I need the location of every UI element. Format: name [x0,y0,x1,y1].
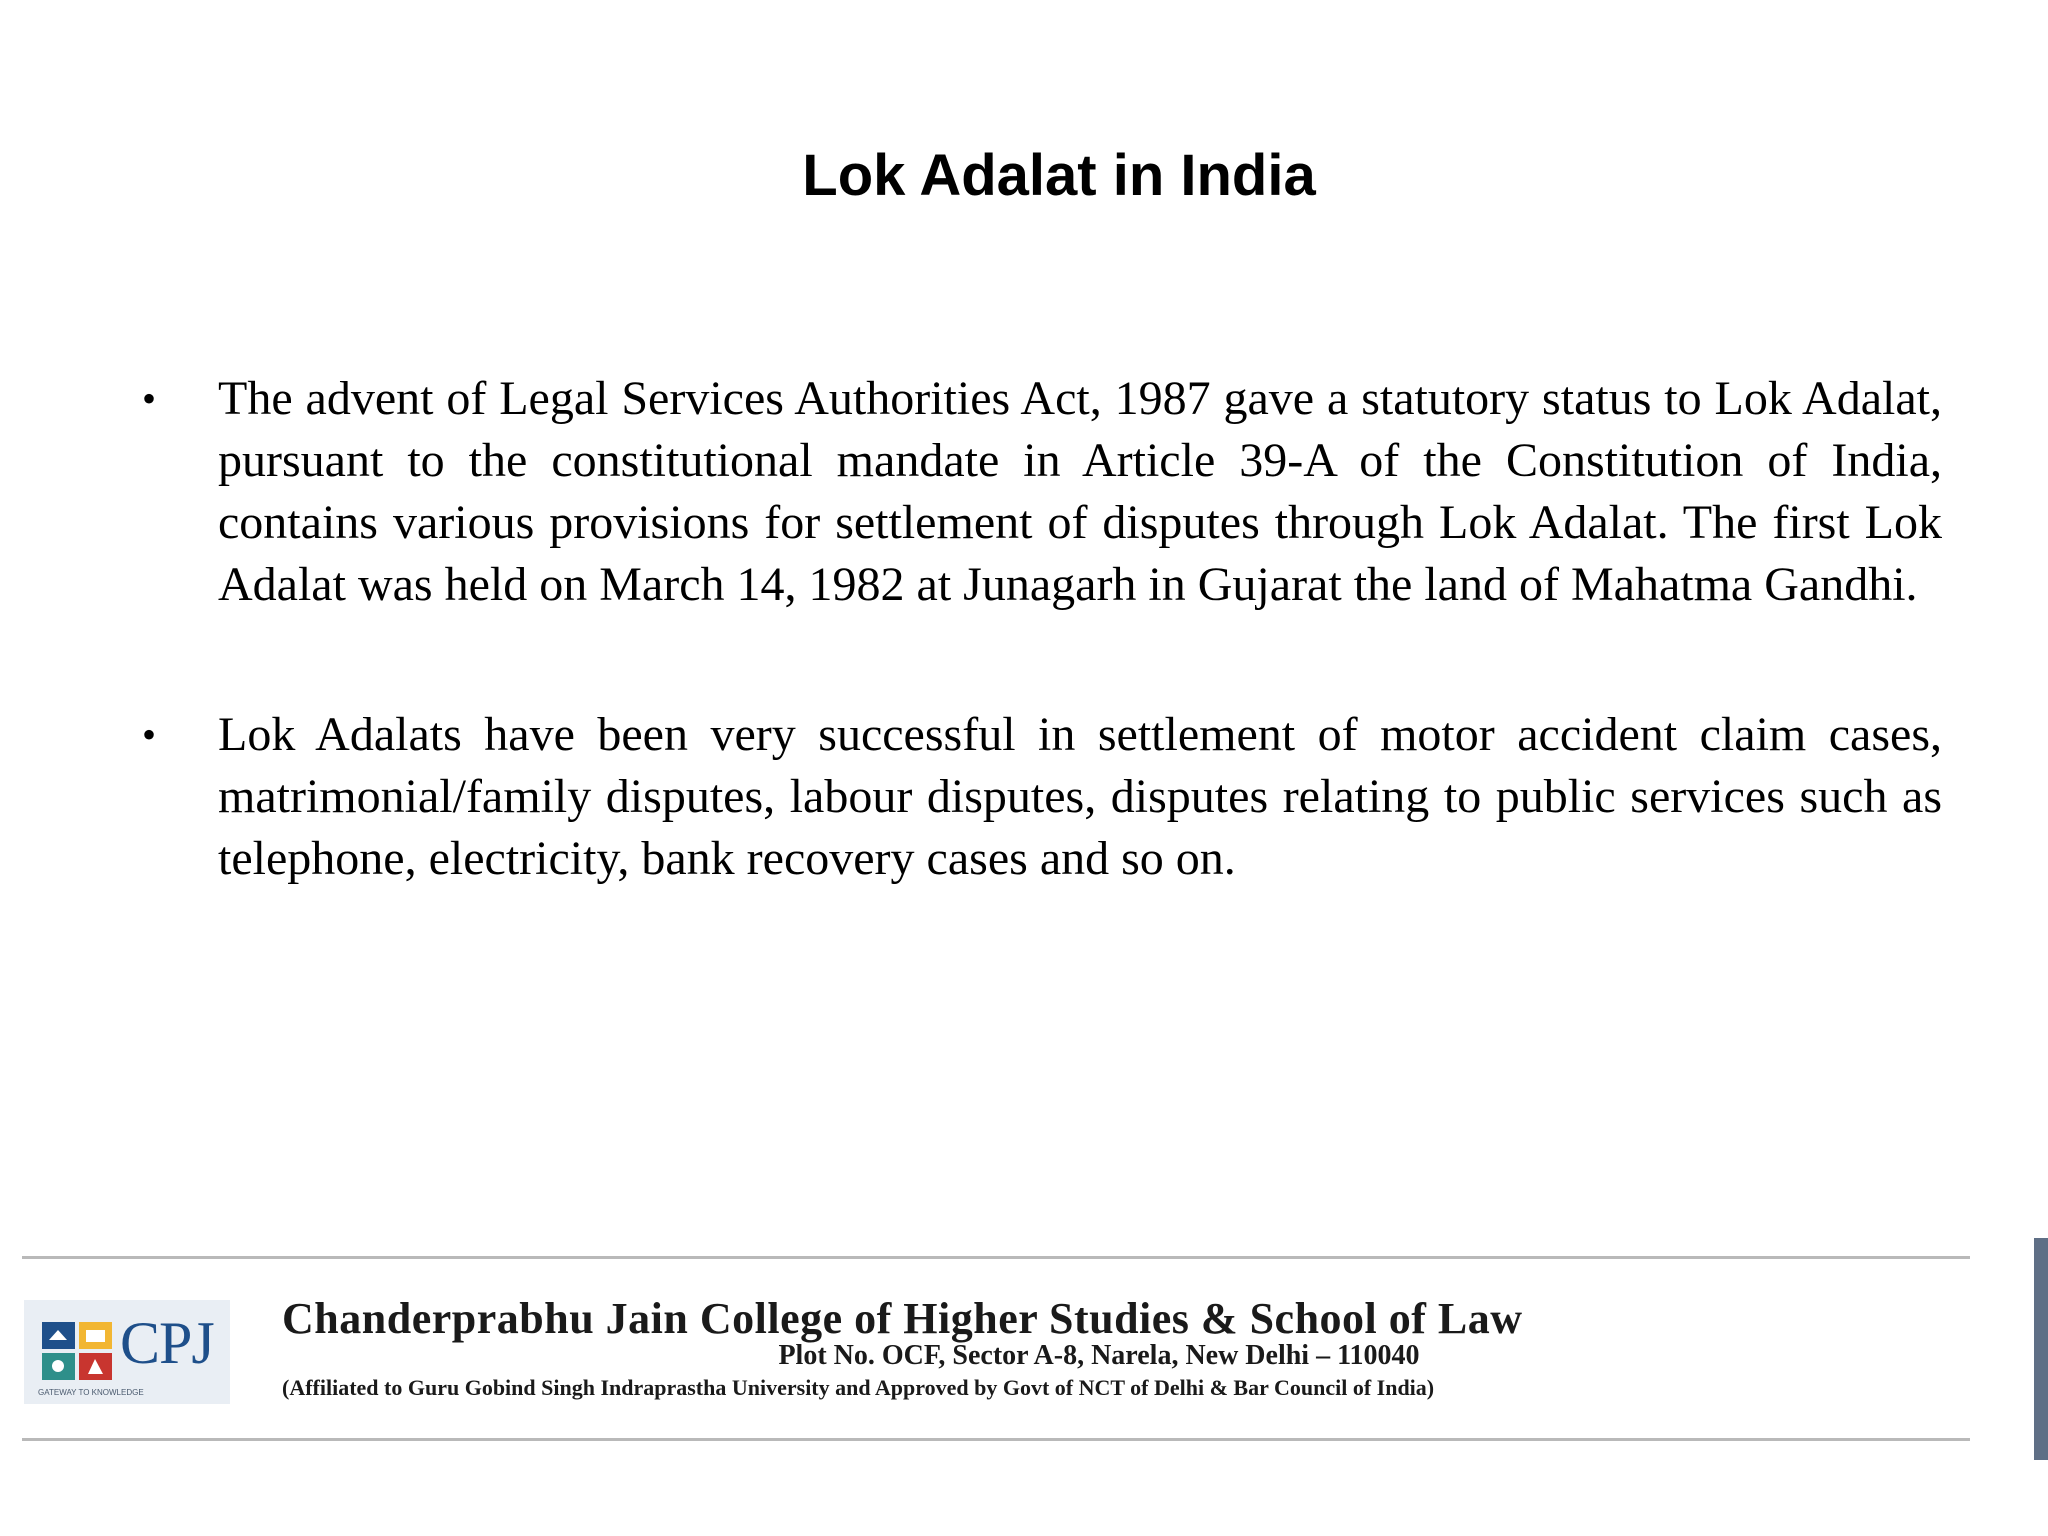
slide-title: Lok Adalat in India [802,143,1316,208]
college-crest-icon [40,1318,114,1384]
bullet-text: The advent of Legal Services Authorities Act, 1987 gave a statutory status to Lok Adalat, pursuant to the constitutional mandate in Article 39-A of the Constitution of India, contains various provisions for settlement of disputes through Lok Adalat. The first Lok Adalat was held on March 14, 1982 at Junagarh in Gujarat the land of Mahatma Gandhi. [218,372,1942,611]
bullet-item [134,704,1942,890]
college-logo [24,1300,230,1404]
college-name: Chanderprabhu Jain College of Higher Studies & School of Law [282,1294,1523,1343]
college-affiliation: (Affiliated to Guru Gobind Singh Indraprastha University and Approved by Govt of NCT of Delhi & Bar Council of India) [282,1375,1435,1400]
bullet-item [134,368,1942,616]
slide-edge-strip [2034,1238,2048,1460]
college-address: Plot No. OCF, Sector A-8, Narela, New Delhi – 110040 [778,1340,1420,1371]
footer-top-divider [22,1256,1970,1259]
logo-wordmark: CPJ [120,1310,214,1376]
bullet-marker: • [142,712,157,757]
footer-bottom-divider [22,1438,1970,1441]
bullet-list [134,368,1942,978]
logo-tagline: GATEWAY TO KNOWLEDGE [38,1388,144,1397]
bullet-marker: • [142,376,157,421]
bullet-text: Lok Adalats have been very successful in settlement of motor accident claim cases, matrimonial/family disputes, labour disputes, disputes relating to public services such as telephone, electricity, bank recovery cases and so on. [218,708,1942,885]
